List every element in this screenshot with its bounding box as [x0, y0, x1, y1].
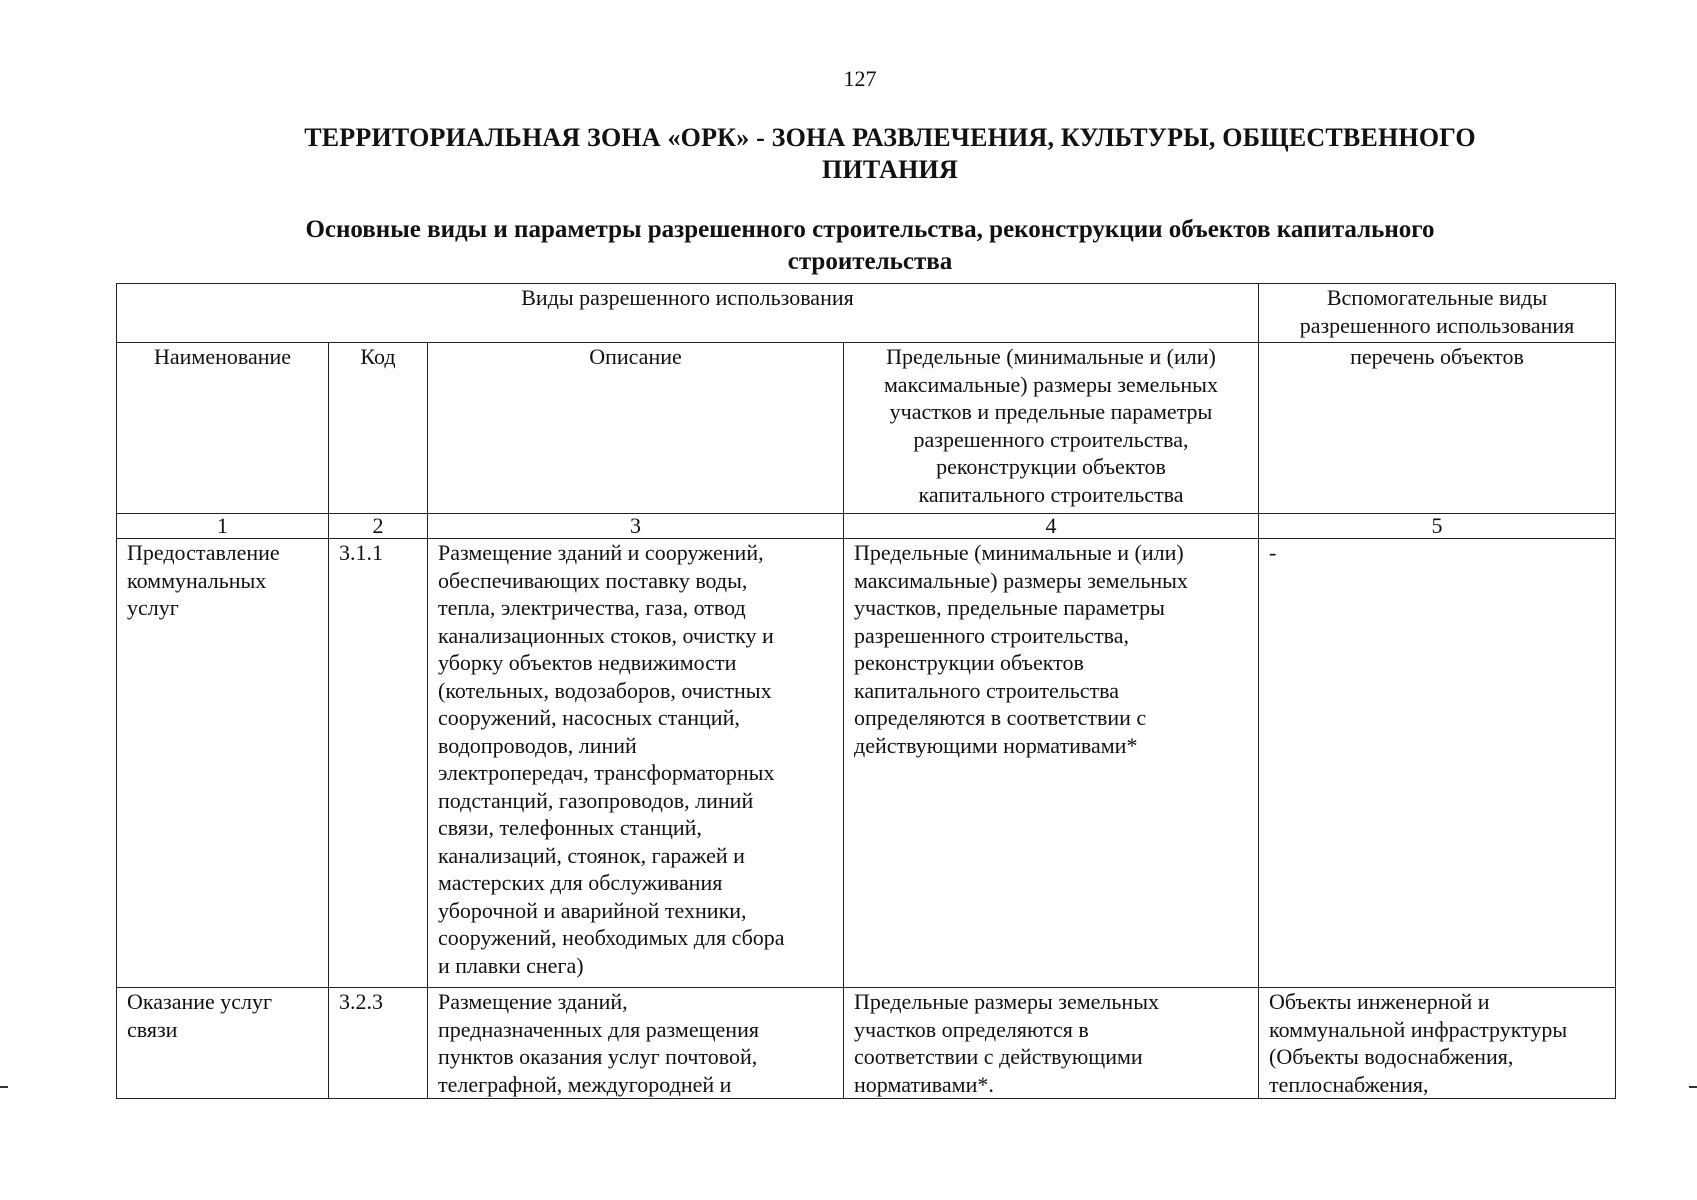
zone-title-line: ТЕРРИТОРИАЛЬНАЯ ЗОНА «ОРК» - ЗОНА РАЗВЛЕЧЕНИЯ, КУЛЬТУРЫ, ОБЩЕСТВЕННОГО [304, 123, 1476, 152]
header-line: капитального строительства [918, 481, 1184, 507]
scan-edge-mark [0, 1086, 8, 1088]
cell-line: обеспечивающих поставку воды, [438, 567, 748, 593]
header-line: Предельные (минимальные и (или) [886, 344, 1216, 369]
cell-line: сооружений, насосных станций, [438, 705, 740, 730]
cell-line: уборочной и аварийной техники, [438, 897, 747, 923]
cell-line: капитального строительства [854, 677, 1120, 703]
cell-line: соответствии с действующими [854, 1044, 1143, 1069]
col-header-params [844, 343, 1259, 514]
cell-line: тепла, электричества, газа, отвод [438, 595, 746, 620]
col-header-objects: перечень объектов [1259, 343, 1616, 514]
cell-params [844, 539, 1259, 988]
cell-line: уборку объектов недвижимости [438, 650, 737, 675]
column-number: 5 [1259, 514, 1616, 539]
section-title-line: строительства [787, 248, 953, 275]
zone-title-line: ПИТАНИЯ [822, 155, 958, 184]
cell-line: определяются в соответствии с [854, 705, 1147, 730]
table-row [117, 539, 1616, 988]
col-header-description: Описание [428, 343, 844, 514]
col-header-code: Код [329, 343, 428, 514]
cell-line: пунктов оказания услуг почтовой, [438, 1044, 758, 1069]
col-header-name: Наименование [117, 343, 329, 514]
cell-line: Оказание услуг [127, 989, 273, 1014]
column-number: 3 [428, 514, 844, 539]
cell-line: связи [127, 1016, 178, 1042]
cell-line: Объекты инженерной и [1269, 989, 1490, 1014]
cell-line: - [1269, 540, 1277, 565]
cell-line: предназначенных для размещения [438, 1016, 759, 1042]
group-header-cell [117, 284, 1259, 343]
cell-code: 3.1.1 [329, 539, 428, 988]
cell-line: Предоставление [127, 540, 280, 565]
cell-line: Размещение зданий, [438, 989, 628, 1014]
cell-line: электропередач, трансформаторных [438, 760, 775, 785]
zone-title [215, 122, 1565, 186]
cell-line: канализационных стоков, очистку и [438, 622, 774, 648]
header-line: максимальные) размеры земельных [884, 371, 1218, 397]
page-number: 127 [843, 66, 877, 91]
cell-line: участков определяются в [854, 1016, 1089, 1042]
aux-header-line: разрешенного использования [1299, 312, 1575, 338]
cell-objects [1259, 539, 1616, 988]
cell-line: Размещение зданий и сооружений, [438, 540, 764, 565]
cell-objects [1259, 988, 1616, 1099]
cell-line: телеграфной, междугородней и [438, 1071, 732, 1097]
cell-line: нормативами*. [854, 1071, 994, 1097]
cell-line: подстанций, газопроводов, линий [438, 787, 754, 813]
cell-line: (котельных, водозаборов, очистных [438, 677, 772, 703]
cell-line: коммунальной инфраструктуры [1269, 1016, 1568, 1042]
cell-line: Предельные размеры земельных [854, 989, 1159, 1014]
cell-line: сооружений, необходимых для сбора [438, 925, 785, 950]
cell-line: услуг [127, 595, 179, 620]
cell-line: коммунальных [127, 567, 267, 593]
aux-header-cell [1259, 284, 1616, 343]
cell-line: участков, предельные параметры [854, 595, 1165, 620]
cell-description [428, 539, 844, 988]
cell-code: 3.2.3 [329, 988, 428, 1099]
section-title [195, 214, 1545, 278]
cell-line: разрешенного строительства, [854, 622, 1129, 648]
cell-line: и плавки снега) [438, 952, 584, 978]
scan-edge-mark [1689, 1086, 1697, 1088]
cell-line: канализаций, стоянок, гаражей и [438, 842, 745, 868]
cell-line: связи, телефонных станций, [438, 815, 702, 840]
header-line: реконструкции объектов [936, 454, 1166, 479]
aux-header-line: Вспомогательные виды [1326, 285, 1548, 310]
column-number: 1 [117, 514, 329, 539]
cell-params [844, 988, 1259, 1099]
cell-line: водопроводов, линий [438, 732, 637, 758]
cell-line: реконструкции объектов [854, 650, 1084, 675]
table-header-row [117, 284, 1616, 343]
regulations-table [116, 283, 1616, 1099]
column-number: 2 [329, 514, 428, 539]
cell-line: действующими нормативами* [854, 732, 1138, 758]
table-header-row [117, 343, 1616, 514]
column-number: 4 [844, 514, 1259, 539]
column-number-row [117, 514, 1616, 539]
section-title-line: Основные виды и параметры разрешенного строительства, реконструкции объектов капитального [305, 216, 1435, 243]
cell-line: максимальные) размеры земельных [854, 567, 1188, 593]
cell-name [117, 539, 329, 988]
header-line: разрешенного строительства, [913, 426, 1189, 452]
cell-line: Предельные (минимальные и (или) [854, 540, 1184, 565]
cell-line: мастерских для обслуживания [438, 870, 723, 895]
table-row [117, 988, 1616, 1099]
group-header-text: Виды разрешенного использования [521, 285, 854, 310]
cell-line: теплоснабжения, [1269, 1071, 1429, 1097]
cell-line: (Объекты водоснабжения, [1269, 1044, 1514, 1069]
cell-name [117, 988, 329, 1099]
header-line: участков и предельные параметры [889, 399, 1213, 424]
cell-description [428, 988, 844, 1099]
